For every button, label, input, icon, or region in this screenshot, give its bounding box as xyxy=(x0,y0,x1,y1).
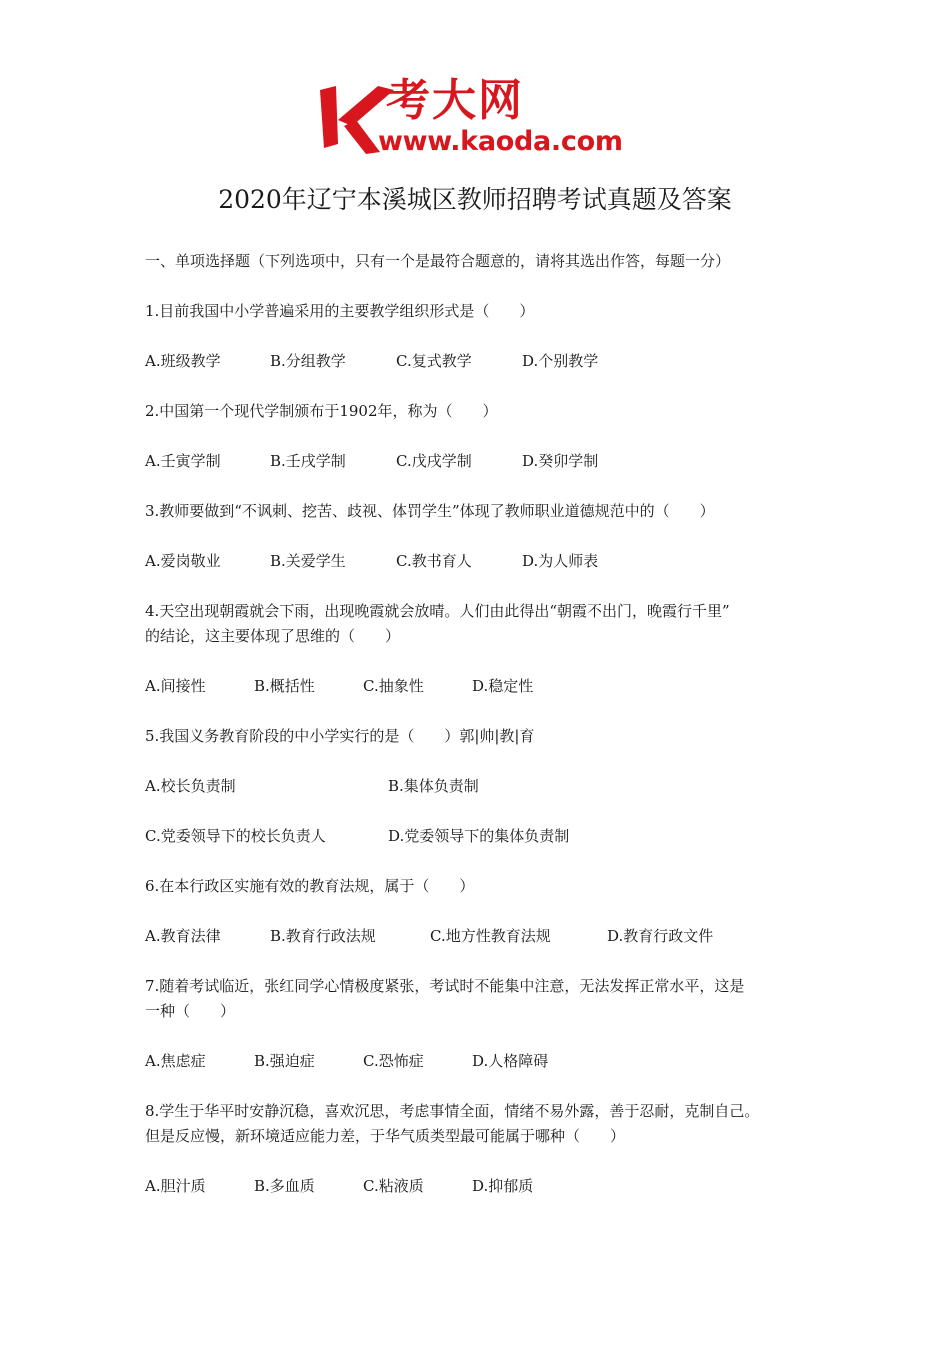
question-7-option-b: B.强迫症 xyxy=(254,1052,315,1070)
question-7-option-d: D.人格障碍 xyxy=(472,1052,549,1070)
question-1-option-a: A.班级教学 xyxy=(145,352,221,370)
question-7-stem-line-1: 7.随着考试临近，张红同学心情极度紧张，考试时不能集中注意，无法发挥正常水平，这是 xyxy=(145,977,745,995)
question-3-stem: 3.教师要做到“不讽刺、挖苦、歧视、体罚学生”体现了教师职业道德规范中的（ ） xyxy=(145,502,715,520)
question-4-stem-line-2: 的结论，这主要体现了思维的（ ） xyxy=(145,627,401,645)
question-1-option-b: B.分组教学 xyxy=(270,352,346,370)
question-4-option-c: C.抽象性 xyxy=(363,677,424,695)
question-2-stem: 2.中国第一个现代学制颁布于1902年，称为（ ） xyxy=(145,402,498,420)
logo-brand-text: 考大网 xyxy=(386,75,524,126)
question-1-option-c: C.复式教学 xyxy=(396,352,472,370)
logo-url-text: www.kaoda.com xyxy=(378,126,623,157)
question-8-option-b: B.多血质 xyxy=(254,1177,315,1195)
question-5-option-c: C.党委领导下的校长负责人 xyxy=(145,827,326,845)
question-6-stem: 6.在本行政区实施有效的教育法规，属于（ ） xyxy=(145,877,475,895)
question-2-option-b: B.壬戌学制 xyxy=(270,452,346,470)
question-3-option-d: D.为人师表 xyxy=(522,552,599,570)
question-2-option-a: A.壬寅学制 xyxy=(145,452,221,470)
question-8-option-c: C.粘液质 xyxy=(363,1177,424,1195)
question-8-stem-line-1: 8.学生于华平时安静沉稳，喜欢沉思，考虑事情全面，情绪不易外露，善于忍耐，克制自己。 xyxy=(145,1102,760,1120)
question-6-option-a: A.教育法律 xyxy=(145,927,221,945)
question-8-option-a: A.胆汁质 xyxy=(145,1177,206,1195)
question-7-option-a: A.焦虑症 xyxy=(145,1052,206,1070)
question-5-option-d: D.党委领导下的集体负责制 xyxy=(388,827,570,845)
kaoda-logo xyxy=(316,75,638,160)
question-3-option-a: A.爱岗敬业 xyxy=(145,552,221,570)
question-4-option-a: A.间接性 xyxy=(145,677,206,695)
section-heading: 一、单项选择题（下列选项中，只有一个是最符合题意的，请将其选出作答，每题一分） xyxy=(145,252,731,270)
question-6-option-d: D.教育行政文件 xyxy=(607,927,714,945)
question-4-option-b: B.概括性 xyxy=(254,677,315,695)
question-2-option-d: D.癸卯学制 xyxy=(522,452,599,470)
question-5-option-b: B.集体负责制 xyxy=(388,777,479,795)
question-5-stem: 5.我国义务教育阶段的中小学实行的是（ ）郭|帅|教|育 xyxy=(145,727,535,745)
question-3-option-c: C.教书育人 xyxy=(396,552,472,570)
question-7-stem-line-2: 一种（ ） xyxy=(145,1002,236,1020)
question-8-option-d: D.抑郁质 xyxy=(472,1177,534,1195)
question-4-stem-line-1: 4.天空出现朝霞就会下雨，出现晚霞就会放晴。人们由此得出“朝霞不出门，晚霞行千里” xyxy=(145,602,730,620)
question-2-option-c: C.戊戌学制 xyxy=(396,452,472,470)
question-7-option-c: C.恐怖症 xyxy=(363,1052,424,1070)
question-5-option-a: A.校长负责制 xyxy=(145,777,236,795)
question-6-option-b: B.教育行政法规 xyxy=(270,927,376,945)
question-1-option-d: D.个别教学 xyxy=(522,352,599,370)
question-6-option-c: C.地方性教育法规 xyxy=(430,927,551,945)
question-3-option-b: B.关爱学生 xyxy=(270,552,346,570)
question-4-option-d: D.稳定性 xyxy=(472,677,534,695)
question-8-stem-line-2: 但是反应慢，新环境适应能力差，于华气质类型最可能属于哪种（ ） xyxy=(145,1127,626,1145)
page-title: 2020年辽宁本溪城区教师招聘考试真题及答案 xyxy=(218,185,732,214)
question-1-stem: 1.目前我国中小学普遍采用的主要教学组织形式是（ ） xyxy=(145,302,535,320)
